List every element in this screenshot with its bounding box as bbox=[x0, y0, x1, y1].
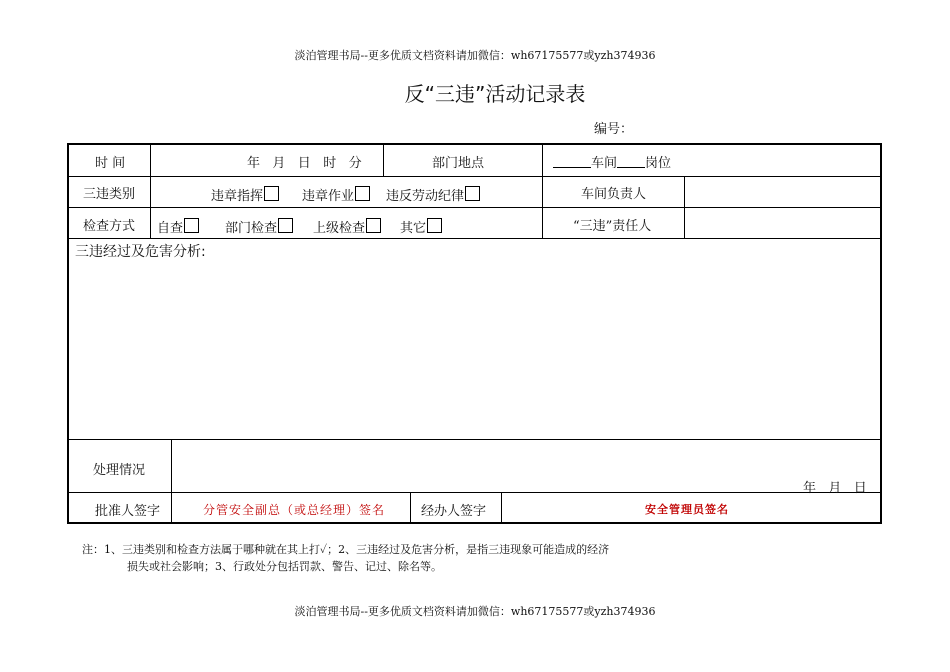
workshop-post-field[interactable] bbox=[553, 152, 671, 171]
method-option-department[interactable] bbox=[225, 217, 293, 236]
option-label: 违章作业 bbox=[302, 189, 355, 204]
checkbox[interactable] bbox=[465, 186, 480, 201]
checkbox[interactable] bbox=[427, 218, 442, 233]
record-form-table bbox=[67, 143, 882, 524]
method-option-self[interactable] bbox=[157, 217, 199, 236]
footer-note: 淡泊管理书局--更多优质文档资料请加微信：wh67175577或yzh374936 bbox=[294, 605, 656, 618]
checkbox[interactable] bbox=[278, 218, 293, 233]
workshop-label: 车间 bbox=[591, 156, 618, 171]
form-title: 反“三违”活动记录表 bbox=[404, 82, 586, 106]
handling-label: 处理情况 bbox=[93, 463, 146, 478]
note-line-1: 注：1、三违类别和检查方法属于哪种就在其上打✓；2、三违经过及危害分析，是指三违现象可能造成的经济 bbox=[82, 543, 610, 556]
violation-type-label: 三违类别 bbox=[83, 187, 136, 202]
checkbox[interactable] bbox=[184, 218, 199, 233]
time-label: 时 间 bbox=[95, 156, 126, 171]
analysis-label: 三违经过及危害分析: bbox=[75, 244, 206, 260]
post-label: 岗位 bbox=[645, 156, 672, 171]
violation-option-discipline[interactable] bbox=[386, 185, 480, 204]
option-label: 违章指挥 bbox=[211, 189, 264, 204]
workshop-head-label: 车间负责人 bbox=[581, 187, 647, 202]
handling-date[interactable]: 年 月 日 bbox=[803, 481, 867, 496]
option-label: 部门检查 bbox=[225, 221, 278, 236]
option-label: 上级检查 bbox=[313, 221, 366, 236]
method-option-superior[interactable] bbox=[313, 217, 381, 236]
datetime-field[interactable]: 年 月 日 时 分 bbox=[247, 156, 362, 171]
note-line-2: 损失或社会影响；3、行政处分包括罚款、警告、记过、除名等。 bbox=[127, 560, 442, 573]
dept-location-label: 部门地点 bbox=[432, 156, 485, 171]
approver-label: 批准人签字 bbox=[95, 504, 161, 519]
handler-label: 经办人签字 bbox=[421, 504, 487, 519]
handler-signature-hint[interactable]: 安全管理员签名 bbox=[645, 503, 729, 516]
approver-signature-hint[interactable]: 分管安全副总（或总经理）签名 bbox=[203, 503, 386, 517]
inspection-method-label: 检查方式 bbox=[83, 219, 136, 234]
option-label: 自查 bbox=[157, 221, 184, 236]
option-label: 违反劳动纪律 bbox=[386, 189, 465, 204]
header-note: 淡泊管理书局--更多优质文档资料请加微信：wh67175577或yzh374936 bbox=[294, 49, 656, 62]
violation-option-operation[interactable] bbox=[302, 185, 370, 204]
serial-number-label: 编号： bbox=[594, 122, 634, 137]
post-blank[interactable] bbox=[617, 155, 645, 168]
method-option-other[interactable] bbox=[400, 217, 442, 236]
checkbox[interactable] bbox=[366, 218, 381, 233]
responsible-person-label: “三违”责任人 bbox=[573, 219, 652, 234]
workshop-blank[interactable] bbox=[553, 155, 591, 168]
checkbox[interactable] bbox=[355, 186, 370, 201]
checkbox[interactable] bbox=[264, 186, 279, 201]
option-label: 其它 bbox=[400, 221, 427, 236]
violation-option-command[interactable] bbox=[211, 185, 279, 204]
